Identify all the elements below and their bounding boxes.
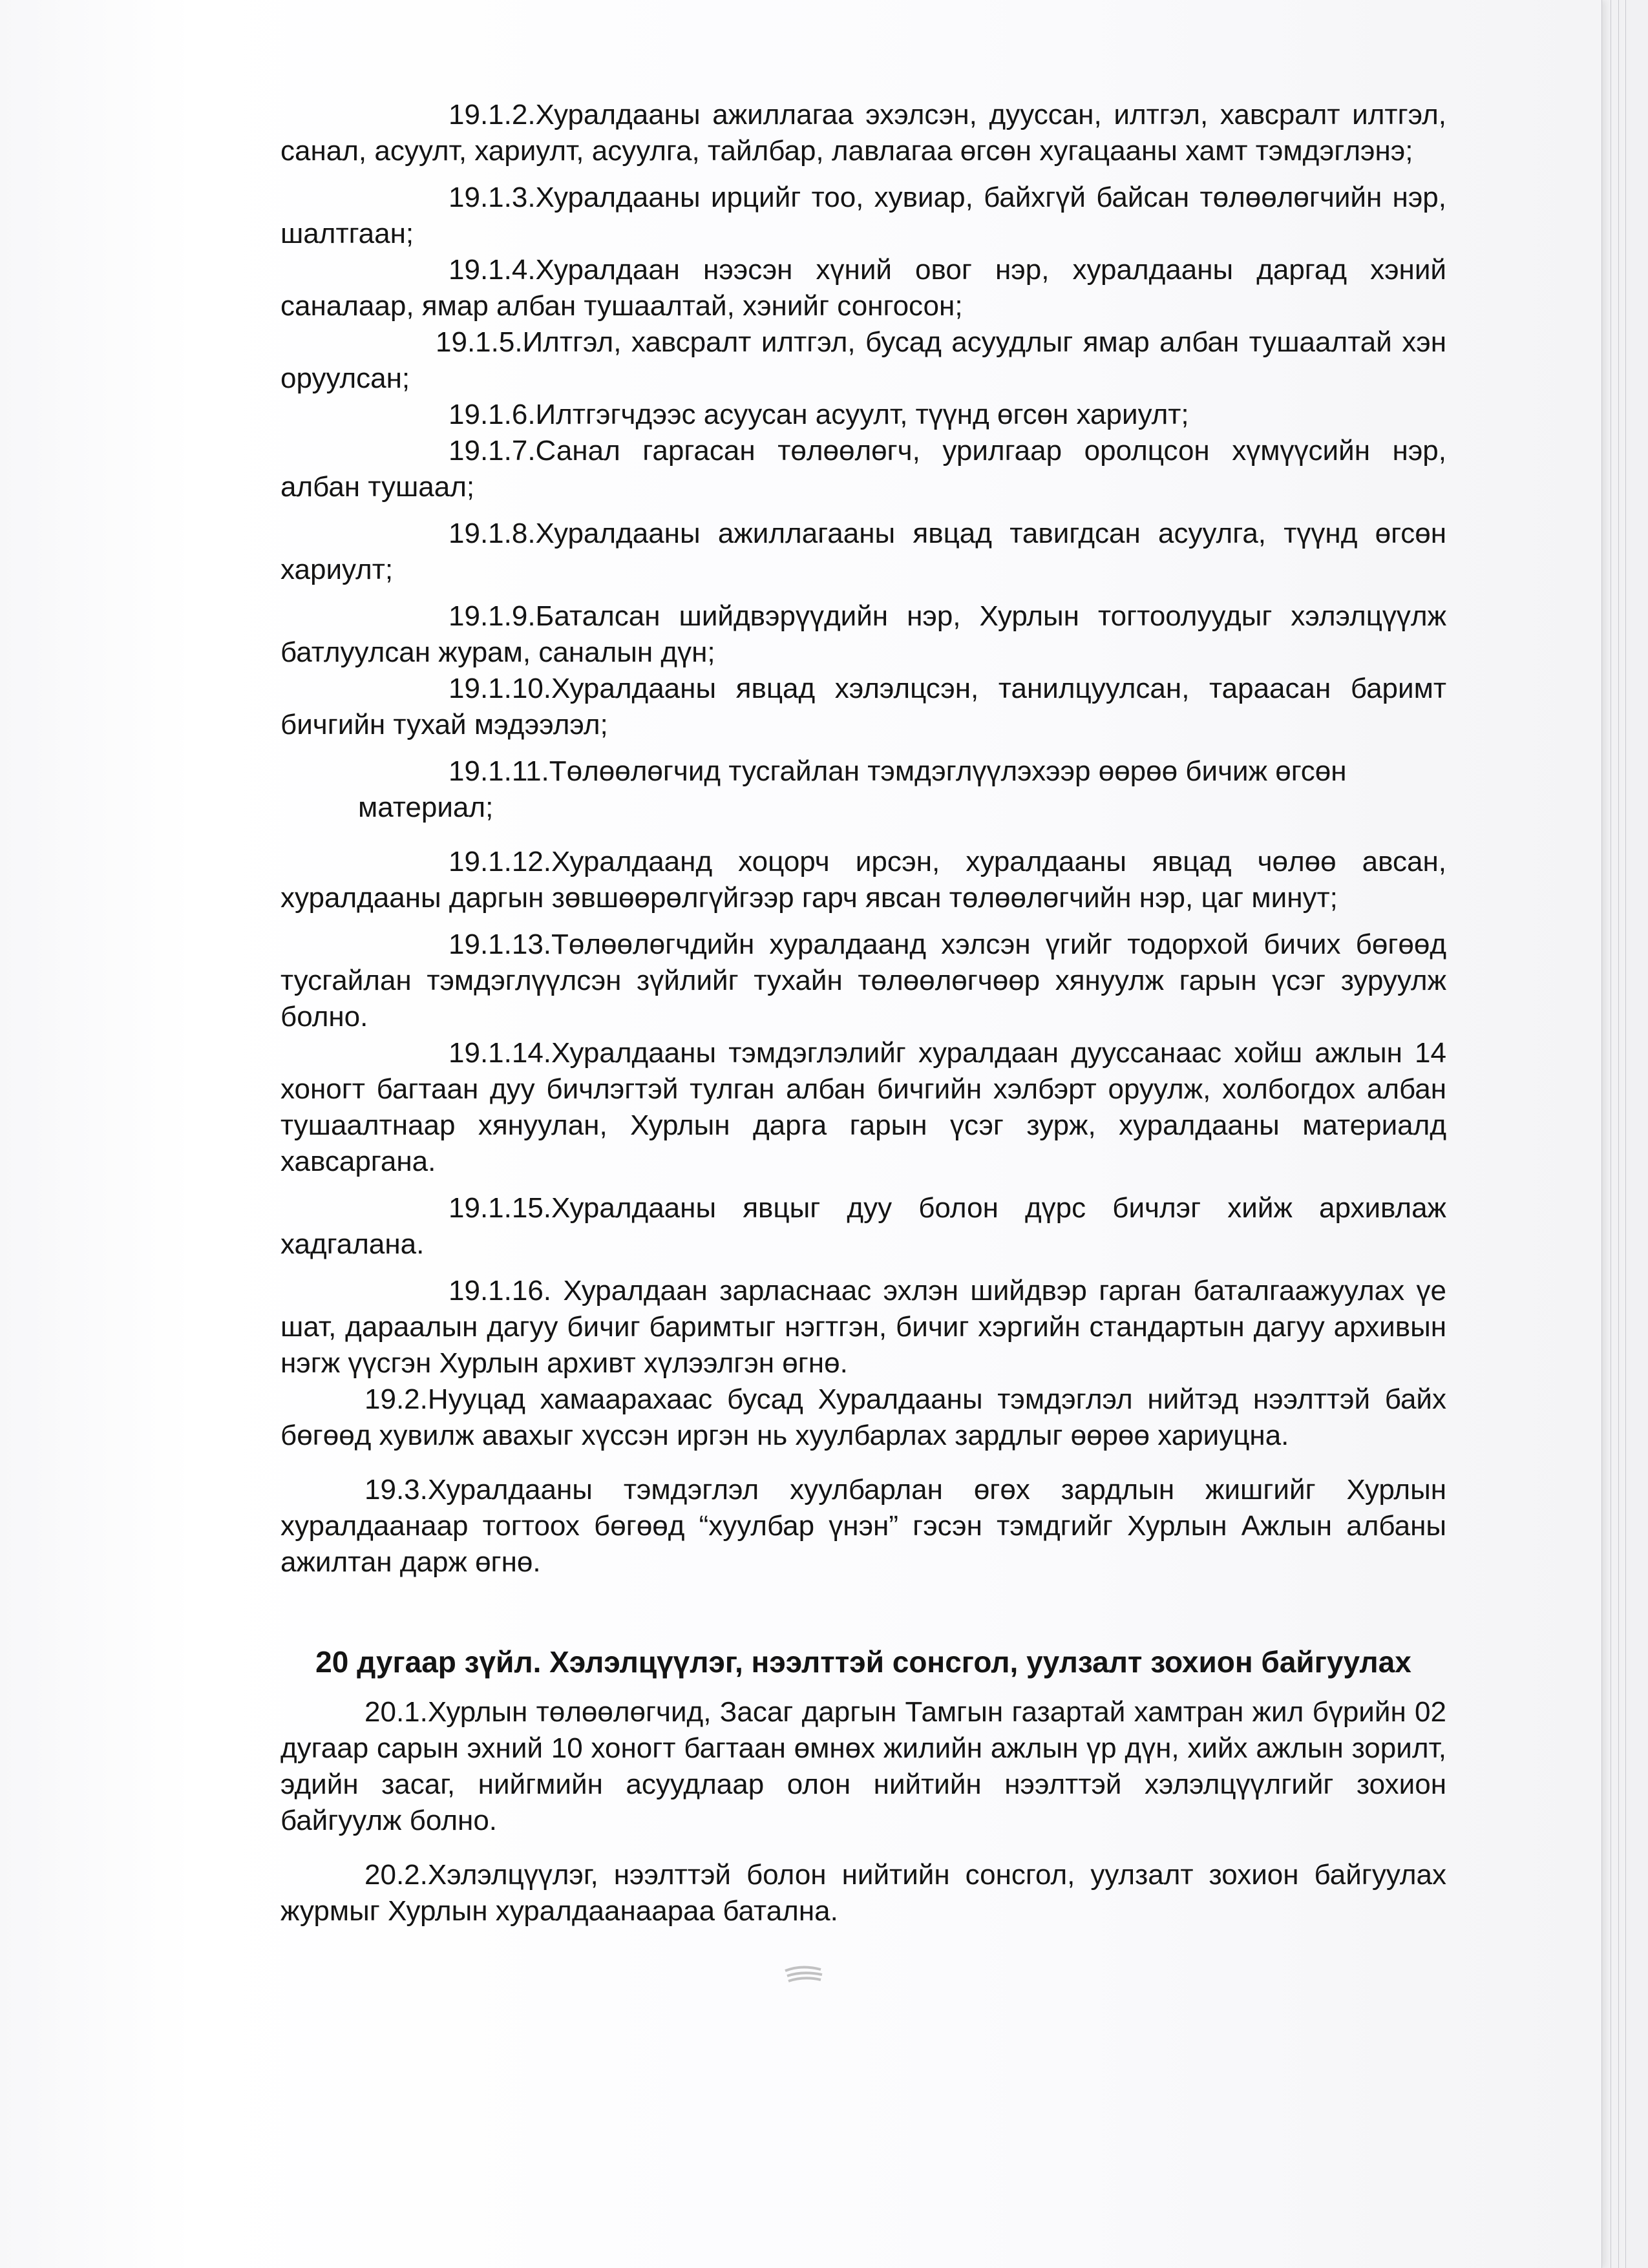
page-edge <box>1618 0 1619 2268</box>
page-edge <box>1601 0 1602 2268</box>
paragraph-19-1-3: 19.1.3.Хуралдааны ирцийг тоо, хувиар, байхгүй байсан төлөөлөгчийн нэр, шалтгаан; <box>280 182 1446 249</box>
article-20-heading: 20 дугаар зүйл. Хэлэлцүүлэг, нээлттэй сонсгол, уулзалт зохион байгуулах <box>315 1645 1411 1679</box>
paragraph-19-1-11: 19.1.11.Төлөөлөгчид тусгайлан тэмдэглүүлэхээр өөрөө бичиж өгсөн <box>449 755 1347 787</box>
ink-mark-icon <box>782 1964 827 1988</box>
paragraph-19-1-12: 19.1.12.Хуралдаанд хоцорч ирсэн, хуралдааны явцад чөлөө авсан, хуралдааны даргын зөвшөөрөлгүйгээр гарч явсан төлөөлөгчийн нэр, цаг минут; <box>280 846 1446 914</box>
paragraph-20-2: 20.2.Хэлэлцүүлэг, нээлттэй болон нийтийн сонсгол, уулзалт зохион байгуулах журмыг Хурлын хуралдаанаараа батална. <box>280 1859 1446 1927</box>
paragraph-19-1-7: 19.1.7.Санал гаргасан төлөөлөгч, урилгаар оролцсон хүмүүсийн нэр, албан тушаал; <box>280 435 1446 503</box>
page-edge <box>1625 0 1626 2268</box>
paragraph-19-1-2: 19.1.2.Хуралдааны ажиллагаа эхэлсэн, дууссан, илтгэл, хавсралт илтгэл, санал, асуулт, хариулт, асуулга, тайлбар, лавлагаа өгсөн хугацааны хамт тэмдэглэнэ; <box>280 99 1446 167</box>
paragraph-19-2: 19.2.Нууцад хамаарахаас бусад Хуралдааны тэмдэглэл нийтэд нээлттэй байх бөгөөд хувилж авахыг хүссэн иргэн нь хуулбарлах зардлыг өөрөө хариуцна. <box>280 1383 1446 1451</box>
paragraph-19-1-6: 19.1.6.Илтгэгчдээс асуусан асуулт, түүнд өгсөн хариулт; <box>449 399 1189 430</box>
paragraph-19-1-4: 19.1.4.Хуралдаан нээсэн хүний овог нэр, хуралдааны даргад хэний саналаар, ямар албан тушаалтай, хэнийг сонгосон; <box>280 254 1446 322</box>
paragraph-19-1-8: 19.1.8.Хуралдааны ажиллагааны явцад тавигдсан асуулга, түүнд өгсөн хариулт; <box>280 518 1446 585</box>
paragraph-19-1-13: 19.1.13.Төлөөлөгчдийн хуралдаанд хэлсэн үгийг тодорхой бичих бөгөөд тусгайлан тэмдэглүүлсэн зүйлийг тухайн төлөөлөгчөөр хянуулж гарын үсэг зуруулж болно. <box>280 929 1446 1033</box>
paragraph-20-1: 20.1.Хурлын төлөөлөгчид, Засаг даргын Тамгын газартай хамтран жил бүрийн 02 дугаар сарын эхний 10 хоногт багтаан өмнөх жилийн ажлын үр дүн, хийх ажлын зорилт, эдийн засаг, нийгмийн асуудлаар олон нийтийн нээлттэй хэлэлцүүлгийг зохион байгуулж болно. <box>280 1696 1446 1836</box>
paragraph-19-1-9: 19.1.9.Баталсан шийдвэрүүдийн нэр, Хурлын тогтоолуудыг хэлэлцүүлж батлуулсан журам, саналын дүн; <box>280 600 1446 668</box>
document-body <box>280 97 1446 1929</box>
paragraph-19-1-16: 19.1.16. Хуралдаан зарласнаас эхлэн шийдвэр гарган баталгаажуулах үе шат, дараалын дагуу бичиг баримтыг нэгтгэн, бичиг хэргийн стандартын дагуу архивын нэгж үүсгэн Хурлын архивт хүлээлгэн өгнө. <box>280 1275 1446 1379</box>
paragraph-19-1-14: 19.1.14.Хуралдааны тэмдэглэлийг хуралдаан дууссанаас хойш ажлын 14 хоногт багтаан дуу бичлэгтэй тулган албан бичгийн хэлбэрт оруулж, холбогдох албан тушаалтнаар хянуулан, Хурлын дарга гарын үсэг зурж, хуралдааны материалд хавсаргана. <box>280 1037 1446 1177</box>
paragraph-19-1-11-continuation: материал; <box>358 792 494 823</box>
paragraph-19-1-15: 19.1.15.Хуралдааны явцыг дуу болон дүрс бичлэг хийж архивлаж хадгалана. <box>280 1192 1446 1260</box>
paragraph-19-3: 19.3.Хуралдааны тэмдэглэл хуулбарлан өгөх зардлын жишгийг Хурлын хуралдаанаар тогтоох бөгөөд “хуулбар үнэн” гэсэн тэмдгийг Хурлын Ажлын албаны ажилтан дарж өгнө. <box>280 1474 1446 1578</box>
paragraph-19-1-10: 19.1.10.Хуралдааны явцад хэлэлцсэн, танилцуулсан, тараасан баримт бичгийн тухай мэдээлэл; <box>280 673 1446 740</box>
paragraph-19-1-5: 19.1.5.Илтгэл, хавсралт илтгэл, бусад асуудлыг ямар албан тушаалтай хэн оруулсан; <box>280 326 1446 394</box>
